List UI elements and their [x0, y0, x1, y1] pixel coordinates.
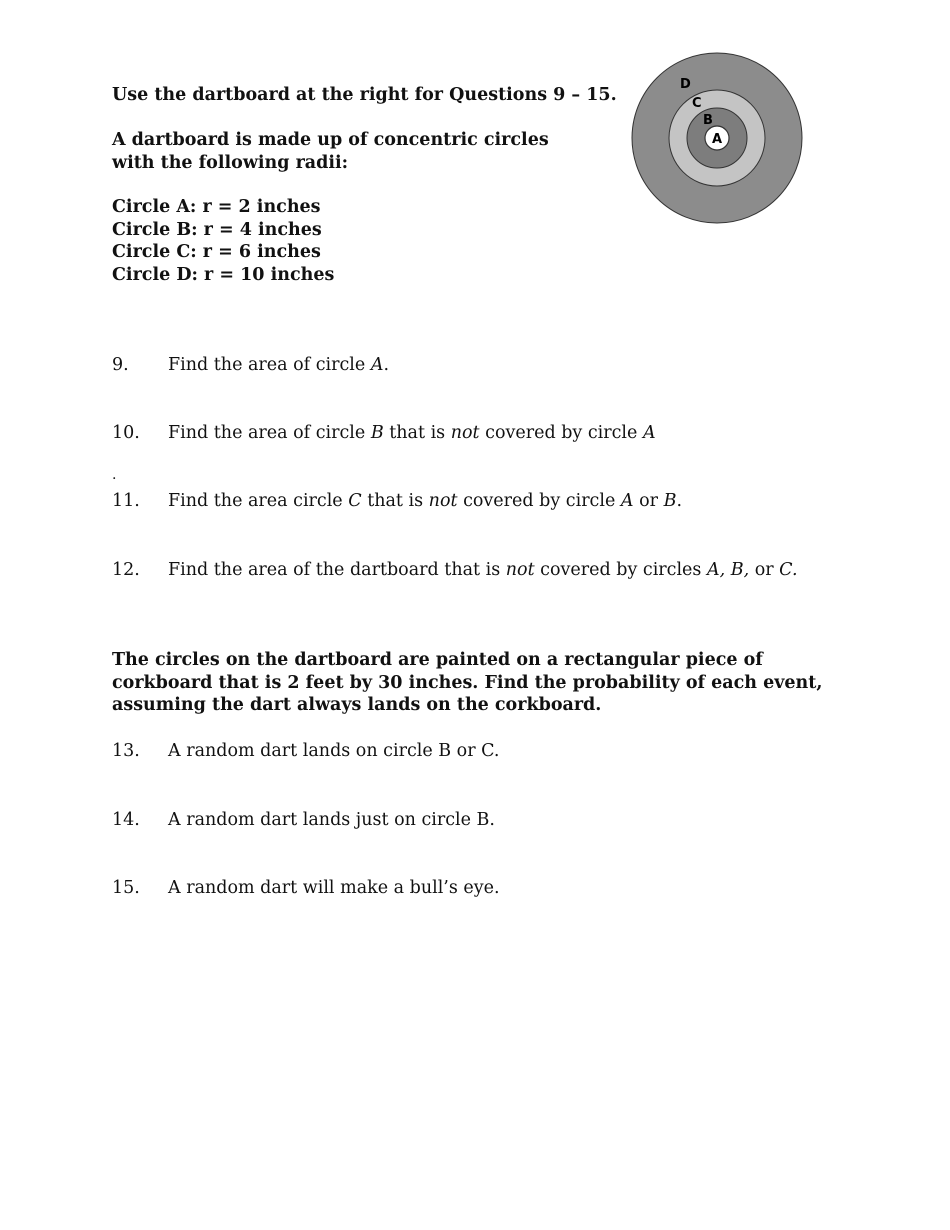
question-number: 14. — [112, 810, 140, 830]
question-text: Find the area of circle — [168, 355, 371, 375]
question-emphasis: C. — [779, 560, 798, 580]
radius-c: Circle C: r = 6 inches — [112, 242, 321, 262]
question-emphasis: not — [505, 560, 535, 580]
radius-a: Circle A: r = 2 inches — [112, 197, 321, 217]
question-emphasis: not — [428, 491, 458, 511]
label-a: A — [712, 132, 723, 147]
question-emphasis: not — [450, 423, 480, 443]
question-text: . — [676, 491, 683, 511]
question-12 — [112, 559, 798, 581]
question-text: covered by circles — [534, 560, 707, 580]
question-11 — [112, 490, 682, 512]
question-number: 12. — [112, 560, 140, 580]
question-emphasis: C — [348, 491, 362, 511]
question-text: or — [633, 491, 664, 511]
question-10 — [112, 422, 656, 444]
question-emphasis: B — [663, 491, 677, 511]
question-text: that is — [383, 423, 451, 443]
question-number: 11. — [112, 491, 140, 511]
question-text: covered by circle — [457, 491, 621, 511]
question-emphasis: A — [620, 491, 634, 511]
question-14 — [112, 809, 495, 831]
dartboard-figure — [630, 52, 804, 224]
question-text: or — [749, 560, 780, 580]
question-emphasis: A — [642, 423, 656, 443]
question-text: . — [383, 355, 390, 375]
label-d: D — [680, 77, 691, 92]
question-text: that is — [361, 491, 429, 511]
question-number: 9. — [112, 355, 129, 375]
intro-description: A dartboard is made up of concentric circles with the following radii: — [112, 130, 549, 173]
question-text: covered by circle — [479, 423, 643, 443]
question-text: Find the area of circle — [168, 423, 371, 443]
question-9 — [112, 354, 389, 376]
question-text: Find the area of the dartboard that is — [168, 560, 506, 580]
question-number: 10. — [112, 423, 140, 443]
radius-b: Circle B: r = 4 inches — [112, 219, 322, 240]
question-text: A random dart lands just on circle B. — [168, 810, 495, 830]
question-13 — [112, 740, 499, 762]
question-emphasis: A — [370, 355, 384, 375]
label-c: C — [692, 96, 702, 111]
stray-period: . — [112, 467, 117, 483]
question-emphasis: B — [370, 423, 384, 443]
question-emphasis: A, B, — [706, 560, 750, 580]
question-number: 15. — [112, 878, 140, 898]
radii-list — [112, 196, 334, 286]
question-15 — [112, 877, 500, 899]
question-text: A random dart will make a bull’s eye. — [168, 878, 500, 898]
question-text: Find the area circle — [168, 491, 349, 511]
question-number: 13. — [112, 741, 140, 761]
corkboard-instructions: The circles on the dartboard are painted on a rectangular piece of corkboard that is 2 feet by 30 inches. Find the probability of each event, assuming the dart always lands on the corkboard. — [112, 650, 823, 715]
label-b: B — [703, 113, 713, 128]
radius-d: Circle D: r = 10 inches — [112, 264, 335, 285]
question-text: A random dart lands on circle B or C. — [168, 741, 500, 761]
intro-heading: Use the dartboard at the right for Questions 9 – 15. — [112, 85, 617, 105]
